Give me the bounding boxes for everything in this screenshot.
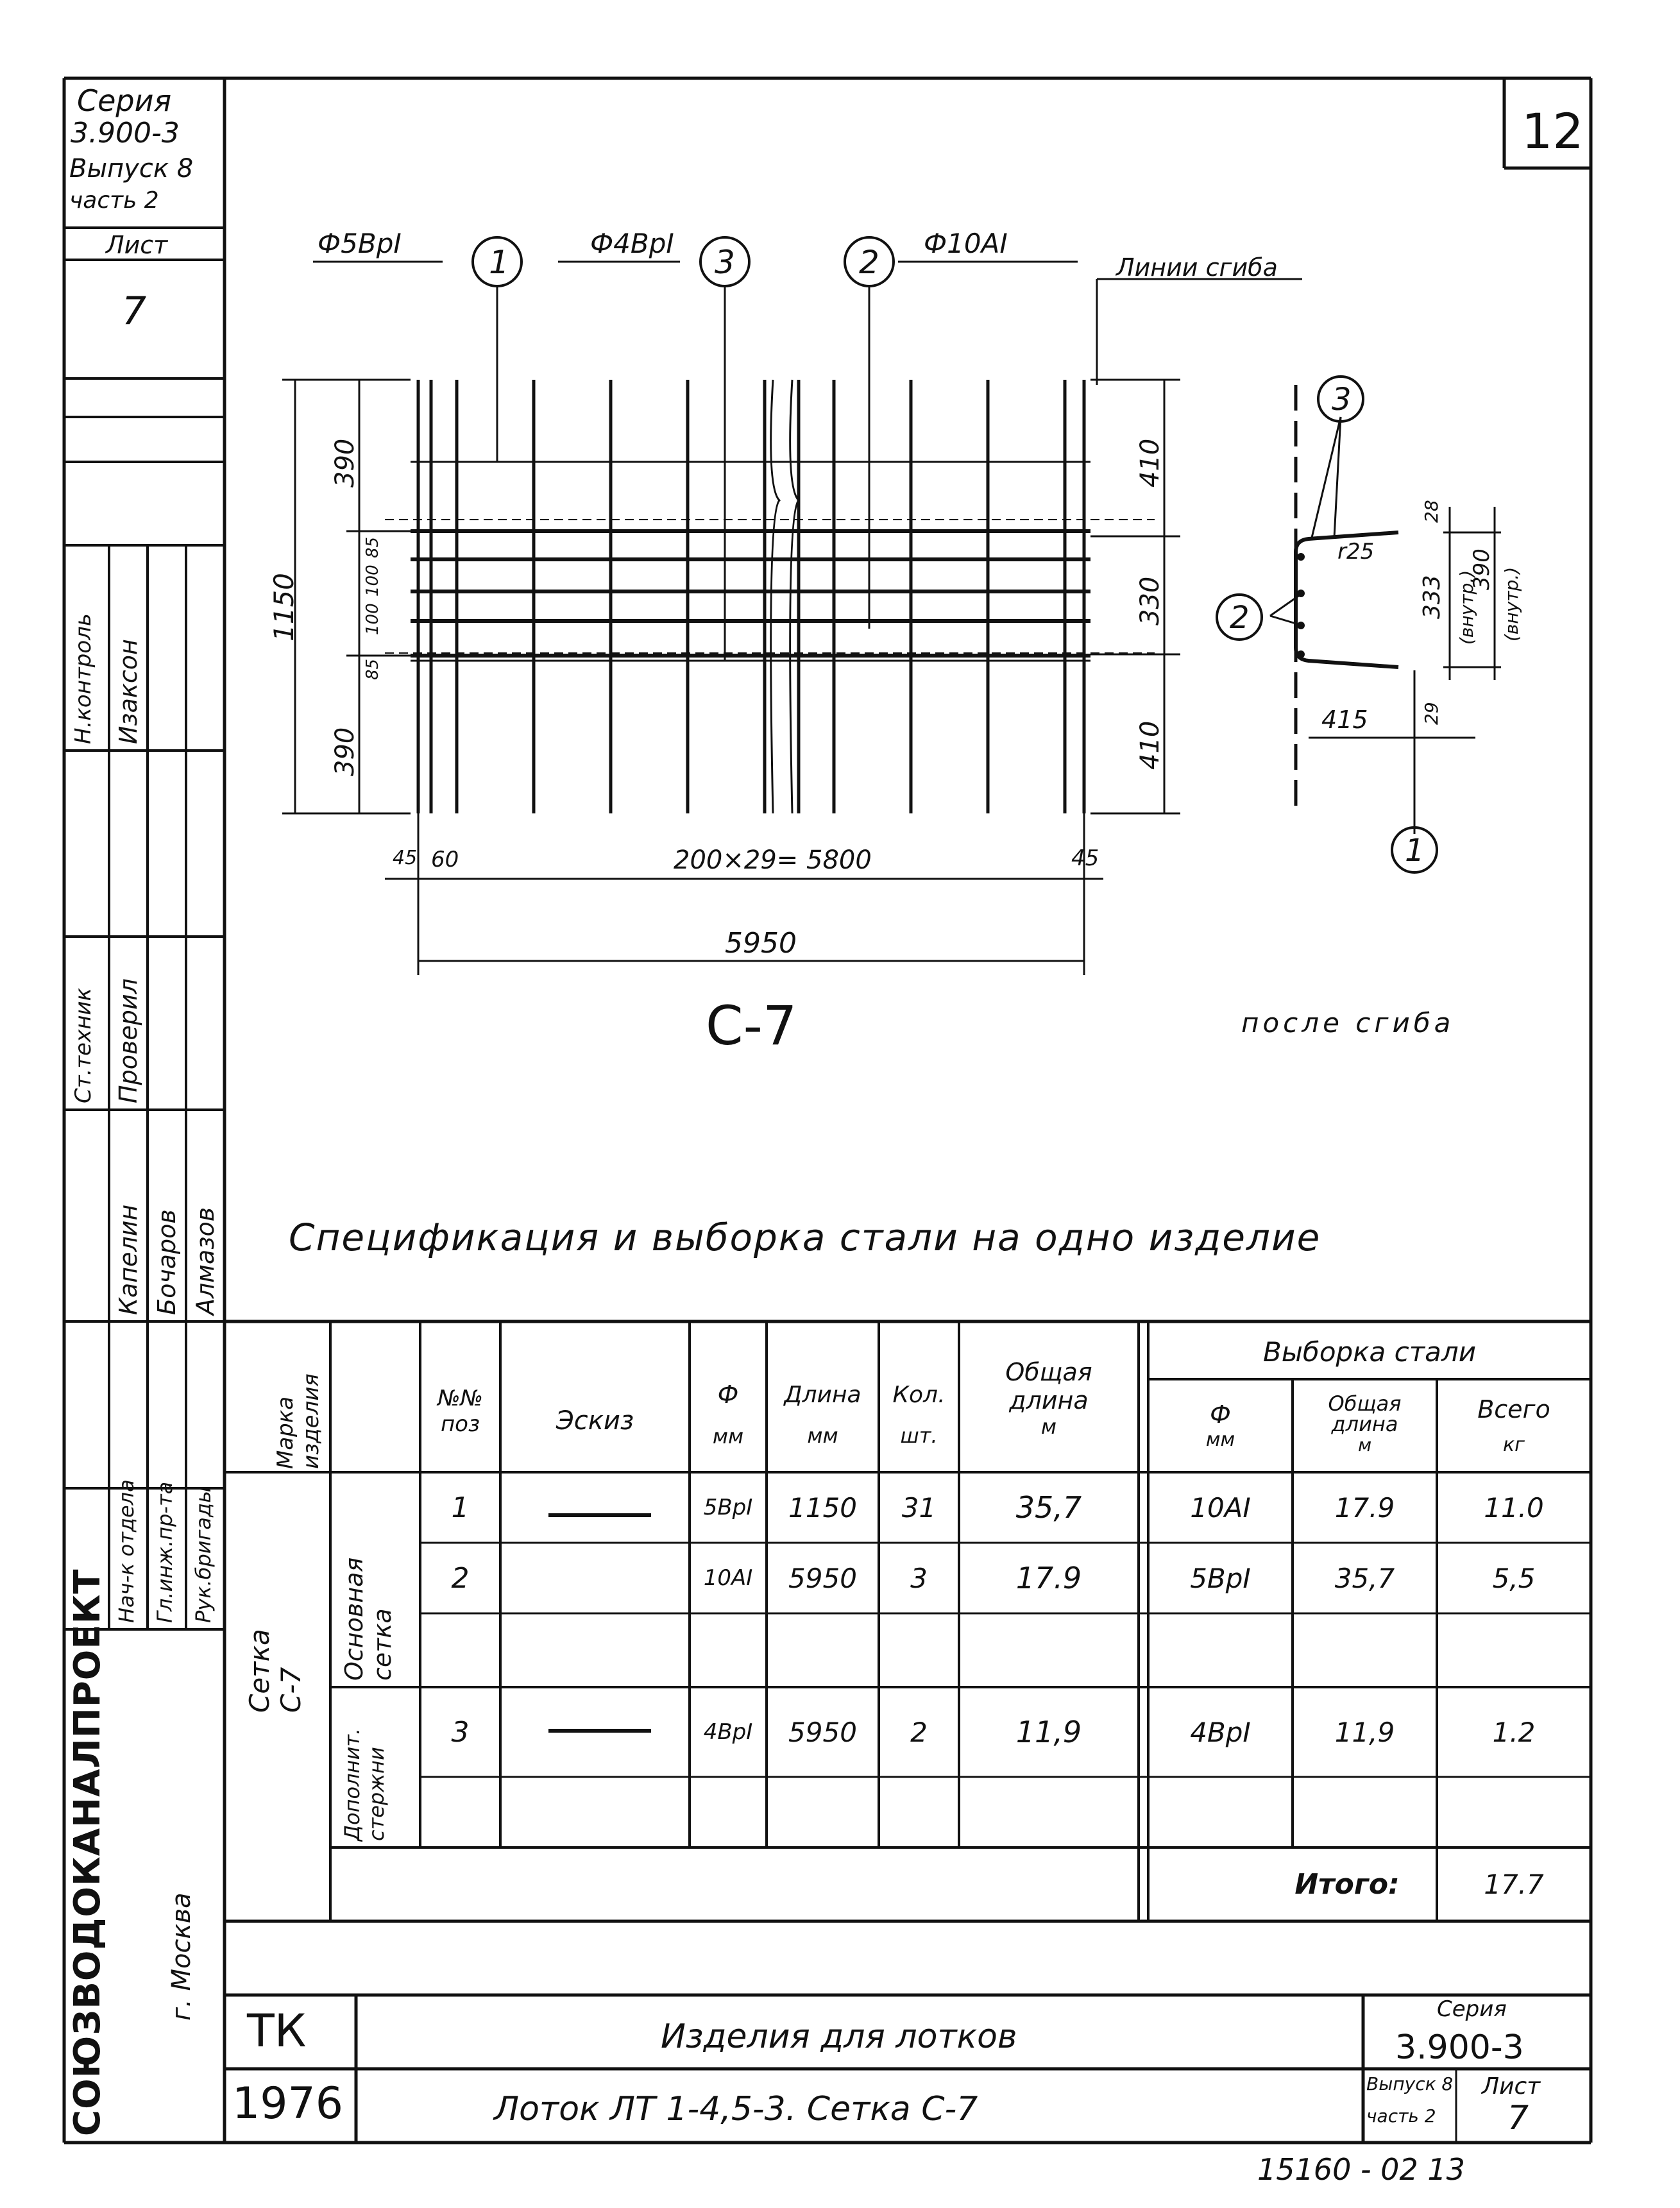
row-1-pos: 1 <box>451 1491 470 1524</box>
tb-series-number: 3.900-3 <box>1395 2028 1524 2067</box>
row-2-sel-total: 35,7 <box>1334 1562 1395 1594</box>
section-pos1: 1 <box>1405 833 1425 869</box>
tb-year: 1976 <box>232 2078 344 2129</box>
dim-390-top: 390 <box>330 438 360 488</box>
side-role-nkontr: Н.контроль <box>71 613 96 744</box>
tb-series-label: Серия <box>1437 1996 1507 2022</box>
section-415: 415 <box>1321 706 1368 734</box>
callout-pos3-number: 3 <box>715 244 735 281</box>
th-qty-text: Кол. <box>892 1381 946 1408</box>
mark-value: Сетка С-7 <box>244 1629 307 1713</box>
th-steel-selection: Выборка стали <box>1262 1336 1477 1368</box>
th-pos-text: №№ поз <box>437 1386 483 1437</box>
side-sheet-label: Лист <box>106 231 168 259</box>
dim-85-bottom: 85 <box>363 658 382 680</box>
th-sel-phi-unit: мм <box>1205 1429 1235 1451</box>
th-total-length-unit: м <box>1040 1414 1057 1439</box>
row-2-sel-phi: 5ВрI <box>1190 1562 1251 1594</box>
th-sketch: Эскиз <box>556 1406 634 1436</box>
row-1-length: 1150 <box>788 1491 857 1524</box>
th-qty-unit: шт. <box>900 1423 938 1448</box>
dim-330: 330 <box>1135 576 1165 625</box>
row-2-qty: 3 <box>910 1562 928 1594</box>
row-2-length: 5950 <box>788 1562 857 1594</box>
tb-line2: Лоток ЛТ 1-4,5-3. Сетка С-7 <box>494 2090 978 2128</box>
section-r25: r25 <box>1337 539 1375 565</box>
side-name-almazov: Алмазов <box>191 1207 219 1315</box>
row-3-sel-total: 11,9 <box>1334 1716 1395 1748</box>
dim-60: 60 <box>431 847 459 872</box>
side-name-izakson: Изаксон <box>114 639 142 744</box>
group-additional-bars: Дополнит. стержни <box>340 1728 389 1841</box>
th-sel-phi-text: Ф <box>1210 1400 1231 1429</box>
th-sel-all-unit: кг <box>1503 1434 1525 1456</box>
th-sel-total-unit: м <box>1357 1434 1372 1456</box>
side-name-checked: Проверил <box>114 978 142 1103</box>
callout-pos2-number: 2 <box>859 244 879 281</box>
row-2-sel-all: 5,5 <box>1492 1562 1536 1594</box>
callout-pos1-number: 1 <box>489 244 509 281</box>
row-1-phi: 5ВрI <box>703 1495 753 1520</box>
callout-pos2-diameter: Ф10АI <box>924 228 1008 259</box>
row-2-pos: 2 <box>451 1561 470 1595</box>
total-value: 17.7 <box>1484 1869 1544 1900</box>
row-3-pos: 3 <box>451 1715 470 1749</box>
th-total-length-text: Общая длина <box>1005 1358 1092 1414</box>
row-1-sel-all: 11.0 <box>1484 1491 1544 1524</box>
side-series-label: Серия <box>77 83 172 118</box>
dim-200x29: 200×29= 5800 <box>674 845 872 875</box>
th-sel-phi <box>1148 1386 1293 1466</box>
th-qty <box>879 1366 959 1463</box>
bend-lines-label: Линии сгиба <box>1116 253 1278 282</box>
row-3-total: 11,9 <box>1015 1715 1082 1749</box>
spec-title: Спецификация и выборка стали на одно изделие <box>289 1216 1321 1259</box>
th-length-text: Длина <box>784 1381 861 1408</box>
th-sel-all-text: Всего <box>1477 1395 1550 1423</box>
section-vnutr-1: (внутр.) <box>1456 570 1477 645</box>
row-3-length: 5950 <box>788 1716 857 1748</box>
dim-85-top: 85 <box>363 536 382 558</box>
section-29: 29 <box>1421 702 1442 725</box>
row-3-sel-all: 1.2 <box>1492 1716 1536 1748</box>
side-issue: Выпуск 8 <box>69 154 194 183</box>
drawing-title: С-7 <box>706 994 797 1057</box>
th-phi <box>690 1366 767 1463</box>
side-role-dept-head: Нач-к отдела <box>114 1479 139 1623</box>
row-2-total: 17.9 <box>1015 1561 1082 1595</box>
th-phi-unit: мм <box>712 1424 744 1448</box>
side-name-kapelin: Капелин <box>114 1204 142 1315</box>
row-3-qty: 2 <box>910 1716 928 1748</box>
side-role-chief-eng: Гл.инж.пр-та <box>153 1481 177 1623</box>
th-sel-total <box>1293 1382 1437 1466</box>
th-sel-all <box>1437 1386 1591 1466</box>
row-2-phi: 10АI <box>703 1565 753 1591</box>
tb-line1: Изделия для лотков <box>661 2017 1017 2056</box>
dim-45-left: 45 <box>393 847 418 869</box>
side-role-brigade: Рук.бригады <box>191 1486 216 1623</box>
tb-part: часть 2 <box>1366 2105 1436 2127</box>
dim-1150: 1150 <box>268 573 300 641</box>
tb-tk: ТК <box>247 2005 307 2057</box>
side-part: часть 2 <box>69 187 159 214</box>
tb-sheet-number: 7 <box>1507 2099 1529 2137</box>
group-main-mesh: Основная сетка <box>340 1557 396 1681</box>
dim-390-bottom: 390 <box>330 727 360 776</box>
row-1-sel-phi: 10АI <box>1190 1491 1251 1524</box>
section-pos3: 3 <box>1332 382 1352 418</box>
callout-pos3-diameter: Ф4ВрI <box>590 228 674 259</box>
side-org: СОЮЗВОДОКАНАЛПРОЕКТ <box>67 1568 108 2136</box>
section-pos2: 2 <box>1230 600 1250 636</box>
section-333: 333 <box>1419 575 1445 619</box>
th-mark: Марка изделия <box>273 1373 324 1469</box>
section-390: 390 <box>1469 548 1495 590</box>
side-series-number: 3.900-3 <box>71 117 180 149</box>
side-role-tech: Ст.техник <box>71 987 96 1103</box>
th-sel-total-text: Общая длина <box>1328 1391 1402 1436</box>
dim-100-a: 100 <box>363 565 382 597</box>
row-1-total: 35,7 <box>1015 1490 1082 1525</box>
side-name-bocharov: Бочаров <box>153 1209 181 1315</box>
after-bend-label: после сгиба <box>1241 1007 1455 1039</box>
dim-410-top: 410 <box>1135 438 1165 488</box>
dim-45-right: 45 <box>1071 845 1099 871</box>
footer-code: 15160 - 02 13 <box>1257 2152 1465 2187</box>
side-sheet-number: 7 <box>122 289 147 334</box>
side-city: г. Москва <box>167 1892 196 2021</box>
section-vnutr-2: (внутр.) <box>1501 566 1522 641</box>
dim-410-bottom: 410 <box>1135 720 1165 770</box>
th-phi-text: Ф <box>717 1380 739 1409</box>
row-1-qty: 31 <box>901 1491 937 1524</box>
total-label: Итого: <box>1294 1868 1400 1901</box>
section-28: 28 <box>1421 500 1442 523</box>
page-number: 12 <box>1522 103 1584 160</box>
dim-100-b: 100 <box>363 603 382 635</box>
row-1-sel-total: 17.9 <box>1334 1491 1395 1524</box>
callout-pos1-diameter: Ф5ВрI <box>318 228 402 259</box>
th-pos <box>420 1366 500 1456</box>
tb-issue: Выпуск 8 <box>1366 2073 1454 2094</box>
th-length <box>767 1366 879 1463</box>
dim-5950: 5950 <box>725 927 797 960</box>
th-total-length <box>959 1334 1139 1463</box>
row-3-phi: 4ВрI <box>703 1719 753 1745</box>
row-3-sel-phi: 4ВрI <box>1190 1716 1251 1748</box>
tb-sheet-label: Лист <box>1482 2073 1541 2100</box>
th-length-unit: мм <box>807 1423 838 1448</box>
